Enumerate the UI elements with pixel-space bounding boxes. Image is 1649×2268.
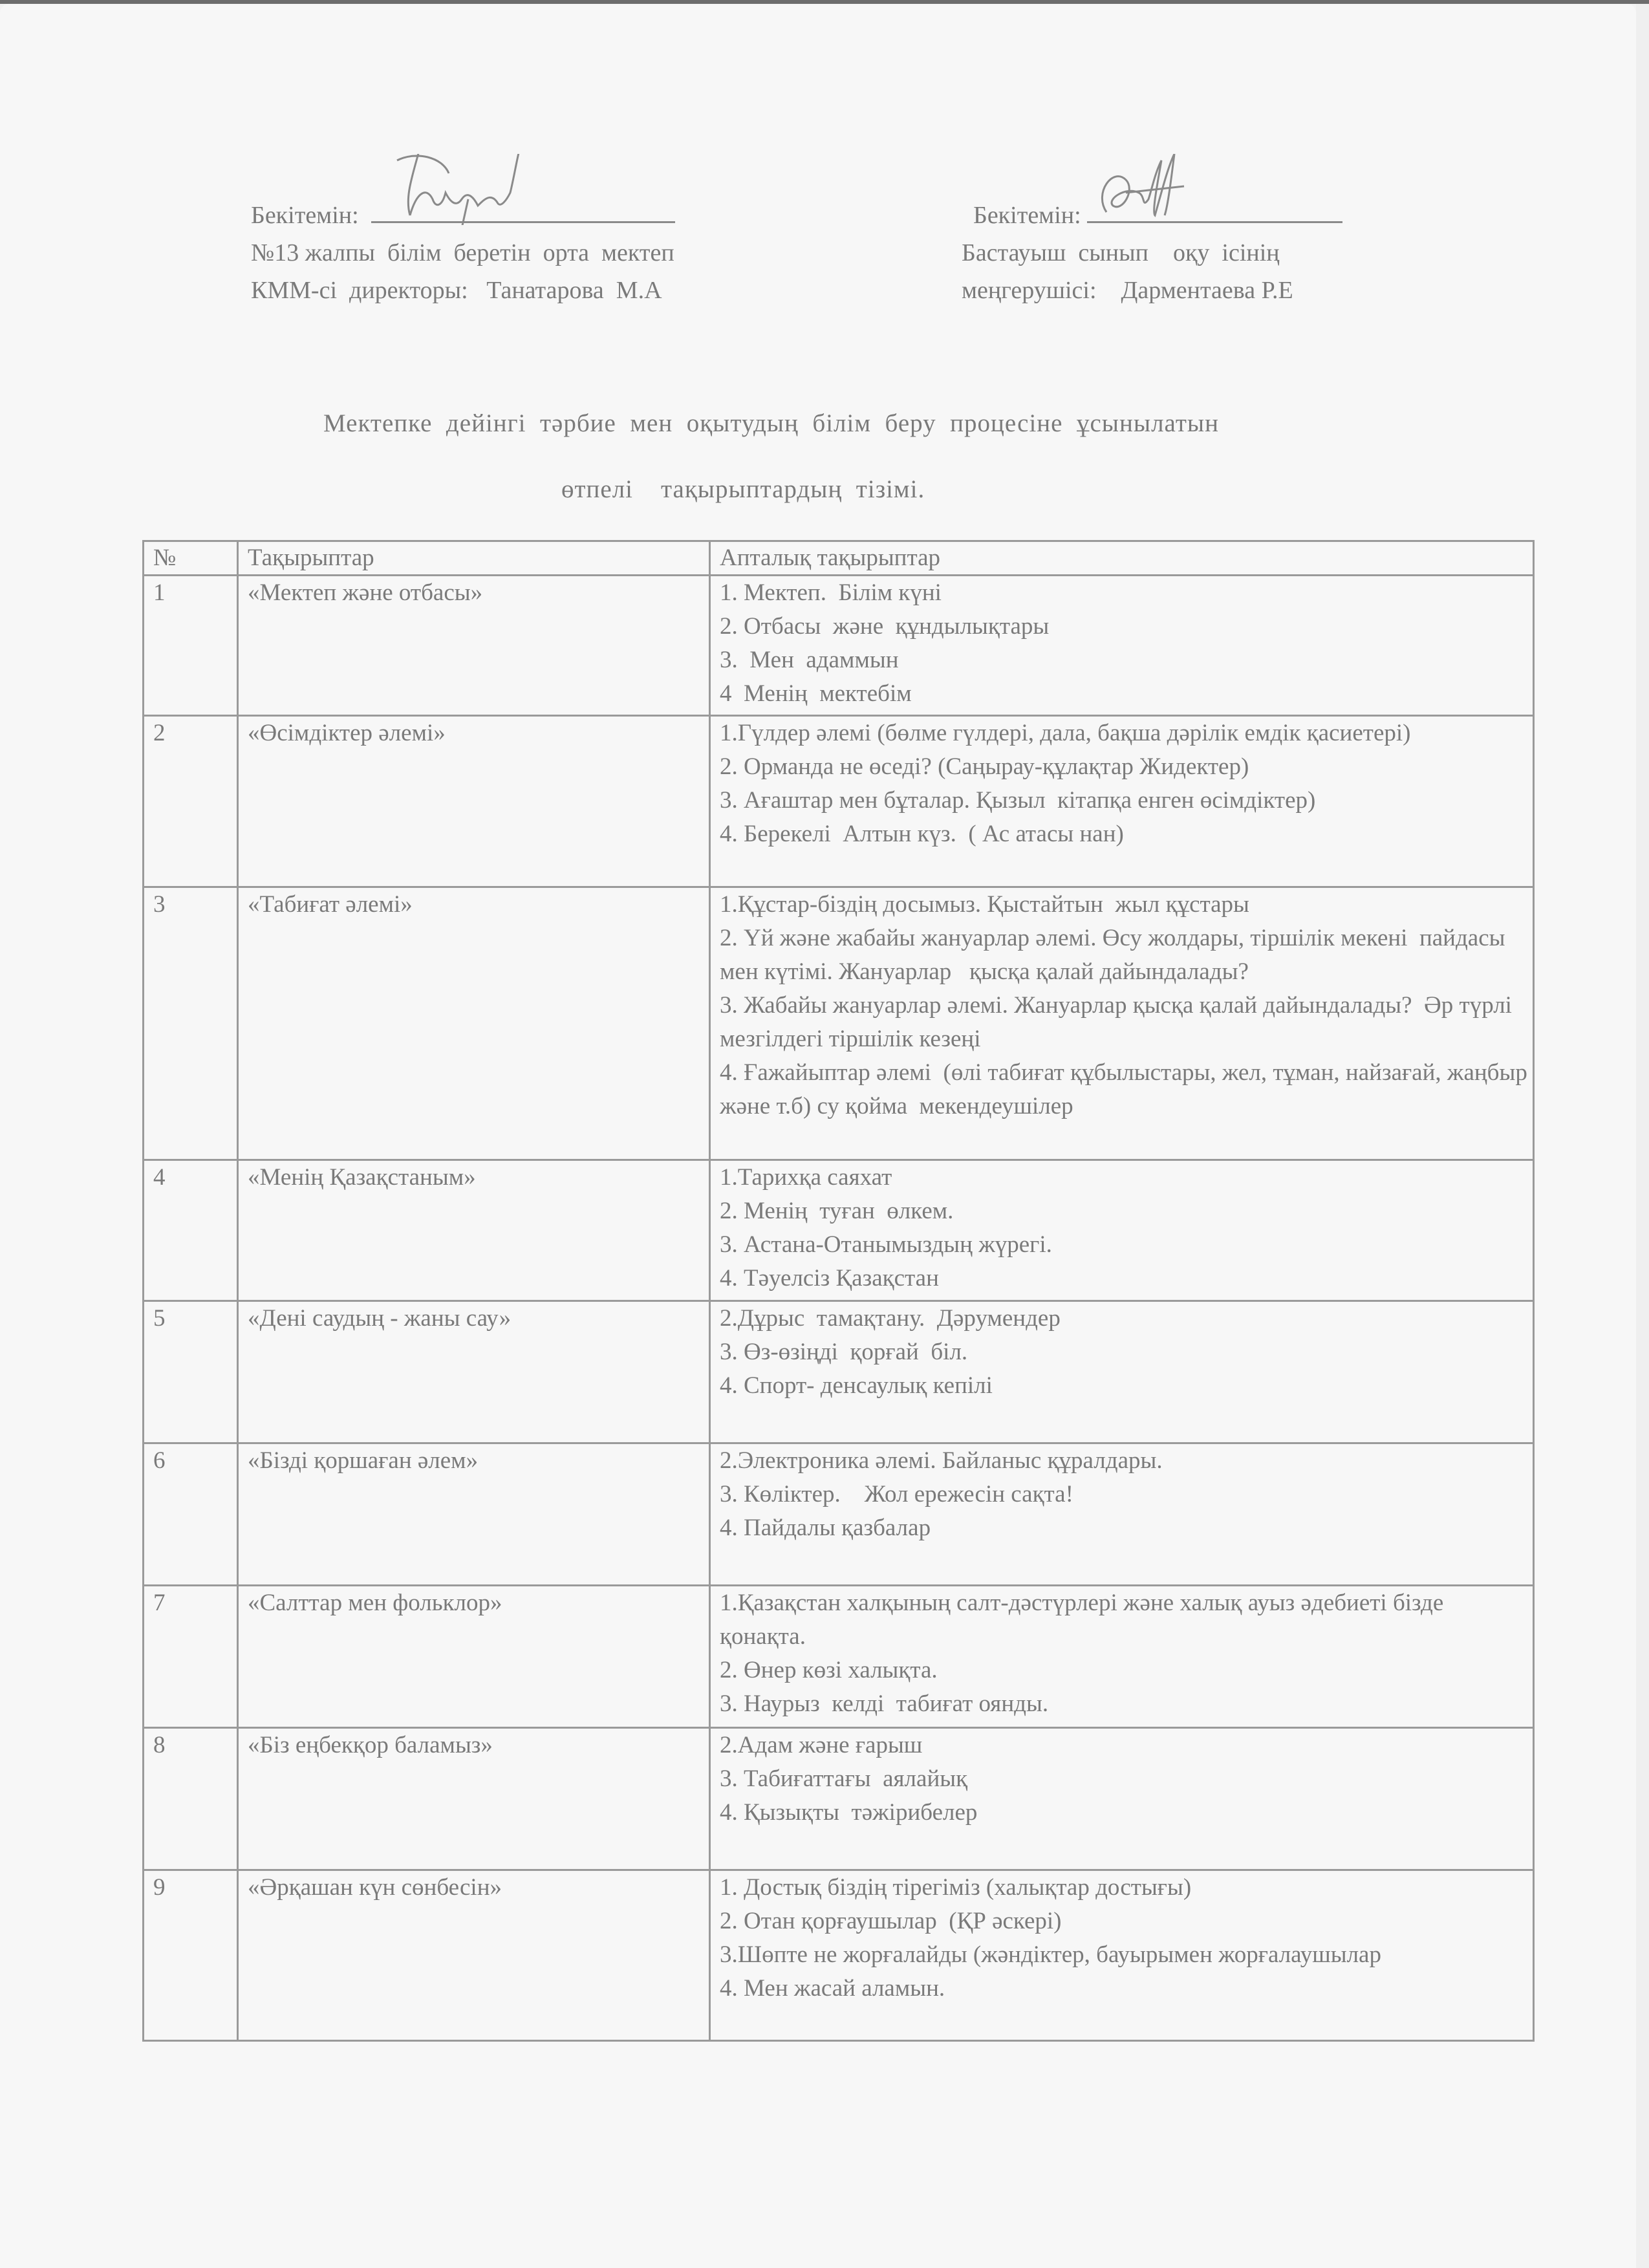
right-signature-line [1087, 195, 1342, 223]
weekly-topic-item: 4. Мен жасай аламын. [720, 1975, 945, 2002]
row-number: 8 [144, 1728, 238, 1870]
weekly-topic-item: 2. Менің туған өлкем. [720, 1198, 954, 1224]
weekly-topic-item: 3. Мен адаммын [720, 647, 899, 673]
weekly-topic-item: 2. Отан қорғаушылар (ҚР әскері) [720, 1908, 1062, 1934]
header-weekly-topics: Апталық тақырыптар [710, 541, 1534, 576]
row-topic: «Салттар мен фольклор» [238, 1586, 710, 1728]
table-row [144, 1870, 1534, 2041]
weekly-topic-item: 1. Достық біздің тірегіміз (халықтар достығы) [720, 1874, 1192, 1901]
row-number: 1 [144, 576, 238, 716]
row-number: 3 [144, 887, 238, 1160]
weekly-topic-item: 4. Ғажайыптар әлемі (өлі табиғат құбылыстары, жел, тұман, найзағай, жаңбыр және т.б) су қойма мекендеушілер [720, 1059, 1540, 1119]
weekly-topic-item: 3. Наурыз келді табиғат оянды. [720, 1690, 1049, 1717]
table-row [144, 1728, 1534, 1870]
table-row [144, 576, 1534, 716]
row-weekly-topics [710, 1586, 1534, 1728]
table-row [144, 716, 1534, 887]
scan-right-edge [1636, 4, 1649, 2268]
row-topic: «Табиғат әлемі» [238, 887, 710, 1160]
row-weekly-topics [710, 1870, 1534, 2041]
weekly-topic-item: 2. Отбасы және құндылықтары [720, 613, 1050, 640]
header-topics: Тақырыптар [238, 541, 710, 576]
weekly-topic-item: 4. Қызықты тәжірибелер [720, 1799, 978, 1826]
right-approval-head: меңгерушісі: Дарментаева Р.Е [962, 277, 1293, 304]
weekly-topic-item: 3.Шөпте не жорғалайды (жәндіктер, бауырымен жорғалаушылар [720, 1941, 1381, 1968]
left-approval-label: Бекітемін: [251, 202, 359, 229]
table-row [144, 1301, 1534, 1443]
weekly-topic-item: 1.Қазақстан халқының салт-дәстүрлері және халық ауыз әдебиеті бізде қонақта. [720, 1590, 1450, 1650]
right-approval-label: Бекітемін: [973, 202, 1081, 229]
table-row [144, 887, 1534, 1160]
weekly-topic-item: 2. Үй және жабайы жануарлар әлемі. Өсу жолдары, тіршілік мекені пайдасы мен күтімі. Жануарлар қысқа қалай дайындалады? [720, 925, 1511, 985]
row-topic: «Менің Қазақстаным» [238, 1160, 710, 1301]
weekly-topic-item: 3. Астана-Отанымыздың жүрегі. [720, 1231, 1052, 1258]
weekly-topic-item: 1.Тарихқа саяхат [720, 1164, 892, 1191]
row-weekly-topics [710, 887, 1540, 1160]
table-row [144, 1160, 1534, 1301]
row-weekly-topics [710, 1160, 1534, 1301]
row-topic: «Дені саудың - жаны сау» [238, 1301, 710, 1443]
weekly-topic-item: 2. Өнер көзі халықта. [720, 1657, 938, 1683]
weekly-topic-item: 1. Мектеп. Білім күні [720, 579, 942, 606]
row-weekly-topics [710, 716, 1534, 887]
right-signature [1087, 154, 1342, 225]
weekly-topic-item: 3. Жабайы жануарлар әлемі. Жануарлар қысқа қалай дайындалады? Әр түрлі мезгілдегі тіршілік кезеңі [720, 992, 1518, 1052]
right-approval-block [962, 195, 1342, 309]
weekly-topic-item: 3. Ағаштар мен бұталар. Қызыл кітапқа енген өсімдіктер) [720, 787, 1316, 814]
row-topic: «Мектеп және отбасы» [238, 576, 710, 716]
weekly-topic-item: 1.Құстар-біздің досымыз. Қыстайтын жыл құстары [720, 891, 1249, 918]
row-number: 4 [144, 1160, 238, 1301]
weekly-topic-item: 4. Берекелі Алтын күз. ( Ас атасы нан) [720, 821, 1124, 847]
row-number: 9 [144, 1870, 238, 2041]
weekly-topic-item: 2.Адам және ғарыш [720, 1732, 923, 1758]
document-title-line2: өтпелі тақырыптардың тізімі. [561, 475, 925, 503]
weekly-topic-item: 4 Менің мектебім [720, 680, 912, 707]
weekly-topic-item: 3. Көліктер. Жол ережесін сақта! [720, 1481, 1073, 1507]
weekly-topic-item: 2. Орманда не өседі? (Саңырау-құлақтар Жидектер) [720, 753, 1249, 780]
row-topic: «Біз еңбекқор баламыз» [238, 1728, 710, 1870]
row-weekly-topics [710, 1443, 1534, 1586]
weekly-topic-item: 4. Тәуелсіз Қазақстан [720, 1265, 939, 1291]
row-number: 5 [144, 1301, 238, 1443]
row-number: 2 [144, 716, 238, 887]
document-title-line1: Мектепке дейінгі тәрбие мен оқытудың білім беру процесіне ұсынылатын [323, 409, 1219, 437]
table-row [144, 1586, 1534, 1728]
topics-table [142, 540, 1540, 2042]
row-weekly-topics [710, 1301, 1534, 1443]
left-approval-block [251, 195, 675, 309]
table-row [144, 1443, 1534, 1586]
row-topic: «Өсімдіктер әлемі» [238, 716, 710, 887]
weekly-topic-item: 2.Электроника әлемі. Байланыс құралдары. [720, 1447, 1163, 1474]
row-topic: «Бізді қоршаған әлем» [238, 1443, 710, 1586]
left-approval-director: КММ-сі директоры: Танатарова М.А [251, 277, 662, 304]
table-header-row [144, 541, 1534, 576]
weekly-topic-item: 4. Пайдалы қазбалар [720, 1515, 931, 1541]
left-signature [371, 154, 675, 225]
weekly-topic-item: 2.Дұрыс тамақтану. Дәрумендер [720, 1305, 1061, 1332]
right-approval-position: Бастауыш сынып оқу ісінің [962, 239, 1280, 266]
weekly-topic-item: 4. Спорт- денсаулық кепілі [720, 1372, 993, 1399]
left-signature-line [371, 195, 675, 223]
row-topic: «Әрқашан күн сөнбесін» [238, 1870, 710, 2041]
weekly-topic-item: 1.Гүлдер әлемі (бөлме гүлдері, дала, бақша дәрілік емдік қасиетері) [720, 720, 1411, 746]
row-weekly-topics [710, 576, 1534, 716]
row-number: 7 [144, 1586, 238, 1728]
header-number: № [144, 541, 238, 576]
weekly-topic-item: 3. Өз-өзіңді қорғай біл. [720, 1339, 968, 1365]
left-approval-school: №13 жалпы білім беретін орта мектеп [251, 239, 674, 266]
weekly-topic-item: 3. Табиғаттағы аялайық [720, 1766, 968, 1792]
row-weekly-topics [710, 1728, 1534, 1870]
row-number: 6 [144, 1443, 238, 1586]
